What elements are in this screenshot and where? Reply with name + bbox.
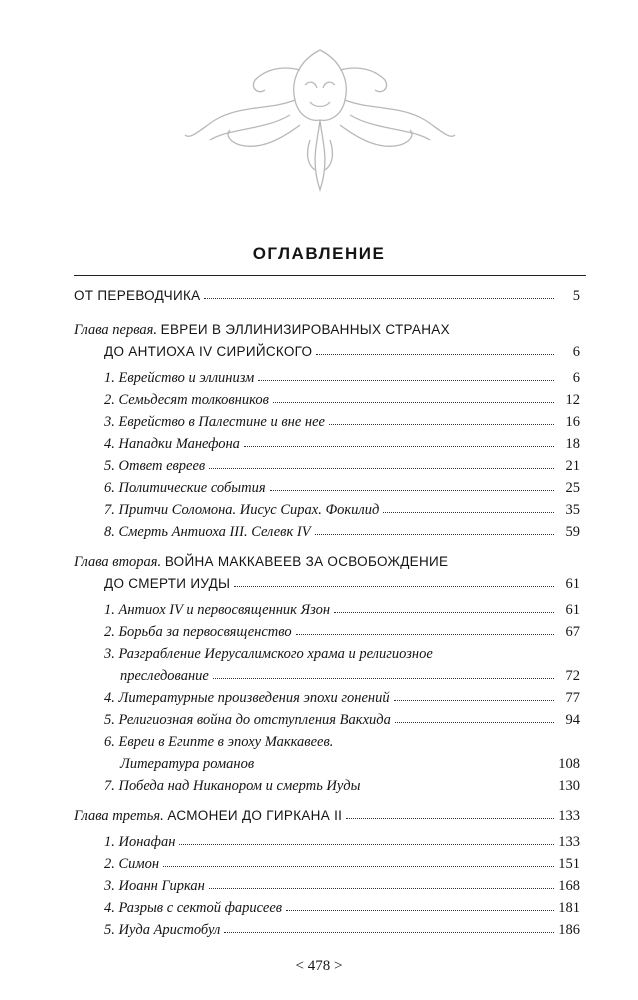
leader-dots (244, 434, 554, 447)
section-entry[interactable]: 5. Религиозная война до отступления Вакхида 94 (104, 712, 580, 728)
leader-dots (273, 390, 554, 403)
leader-dots (395, 710, 554, 723)
section-entry[interactable]: 1. Антиох IV и первосвященник Язон 61 (104, 602, 580, 618)
toc-title: ОГЛАВЛЕНИЕ (252, 244, 386, 263)
section-entry[interactable]: 3. Иоанн Гиркан 168 (104, 878, 580, 894)
section-entry[interactable]: 1. Ионафан 133 (104, 834, 580, 850)
leader-dots (329, 412, 554, 425)
section-entry-line[interactable]: 3. Разграбление Иерусалимского храма и религиозное (104, 646, 433, 662)
section-entry[interactable]: 2. Семьдесят толковников 12 (104, 392, 580, 408)
page-number: < 478 > (295, 958, 343, 974)
section-entry[interactable]: 5. Ответ евреев 21 (104, 458, 580, 474)
leader-dots (383, 500, 554, 513)
chapter-entry[interactable]: ДО СМЕРТИ ИУДЫ 61 (104, 576, 580, 592)
section-entry[interactable]: 8. Смерть Антиоха III. Селевк IV 59 (104, 524, 580, 540)
section-entry[interactable]: 4. Нападки Манефона 18 (104, 436, 580, 452)
section-entry-line[interactable]: 7. Победа над Никанором и смерть Иуды (104, 778, 361, 794)
leader-dots (270, 478, 554, 491)
leader-dots (286, 898, 554, 911)
section-entry[interactable]: 6. Политические события 25 (104, 480, 580, 496)
leader-dots (213, 666, 554, 679)
leader-dots (179, 832, 554, 845)
leader-dots (394, 688, 554, 701)
chapter-heading[interactable]: Глава первая. ЕВРЕИ В ЭЛЛИНИЗИРОВАННЫХ СТРАНАХ (74, 322, 450, 338)
leader-dots (296, 622, 554, 635)
section-entry[interactable]: 2. Борьба за первосвященство 67 (104, 624, 580, 640)
section-entry[interactable]: 5. Иуда Аристобул 186 (104, 922, 580, 938)
section-entry-line[interactable]: Литература романов (120, 756, 255, 772)
leader-dots (334, 600, 554, 613)
leader-dots (315, 522, 554, 535)
section-entry[interactable]: 2. Симон 151 (104, 856, 580, 872)
toc-entry-translator[interactable]: ОТ ПЕРЕВОДЧИКА 5 (74, 288, 580, 304)
section-entry[interactable]: 4. Разрыв с сектой фарисеев 181 (104, 900, 580, 916)
chapter-heading[interactable]: Глава вторая. ВОЙНА МАККАВЕЕВ ЗА ОСВОБОЖДЕНИЕ (74, 554, 449, 570)
leader-dots (163, 854, 554, 867)
leader-dots (204, 286, 554, 299)
section-entry[interactable]: 4. Литературные произведения эпохи гонений 77 (104, 690, 580, 706)
leader-dots (316, 342, 554, 355)
section-entry-line[interactable]: 6. Евреи в Египте в эпоху Маккавеев. (104, 734, 334, 750)
page-ref: 108 (558, 756, 580, 772)
section-entry[interactable]: 3. Еврейство в Палестине и вне нее 16 (104, 414, 580, 430)
leader-dots (234, 574, 554, 587)
section-entry[interactable]: 1. Еврейство и эллинизм 6 (104, 370, 580, 386)
chapter-entry[interactable]: Глава третья. АСМОНЕИ ДО ГИРКАНА II 133 (74, 808, 580, 824)
leader-dots (209, 456, 554, 469)
page-ref: 130 (558, 778, 580, 794)
section-entry[interactable]: преследование 72 (120, 668, 580, 684)
section-entry[interactable]: 7. Притчи Соломона. Иисус Сирах. Фокилид 35 (104, 502, 580, 518)
chapter-entry[interactable]: ДО АНТИОХА IV СИРИЙСКОГО 6 (104, 344, 580, 360)
leader-dots (346, 806, 554, 819)
leader-dots (258, 368, 554, 381)
leader-dots (209, 876, 554, 889)
leader-dots (224, 920, 554, 933)
